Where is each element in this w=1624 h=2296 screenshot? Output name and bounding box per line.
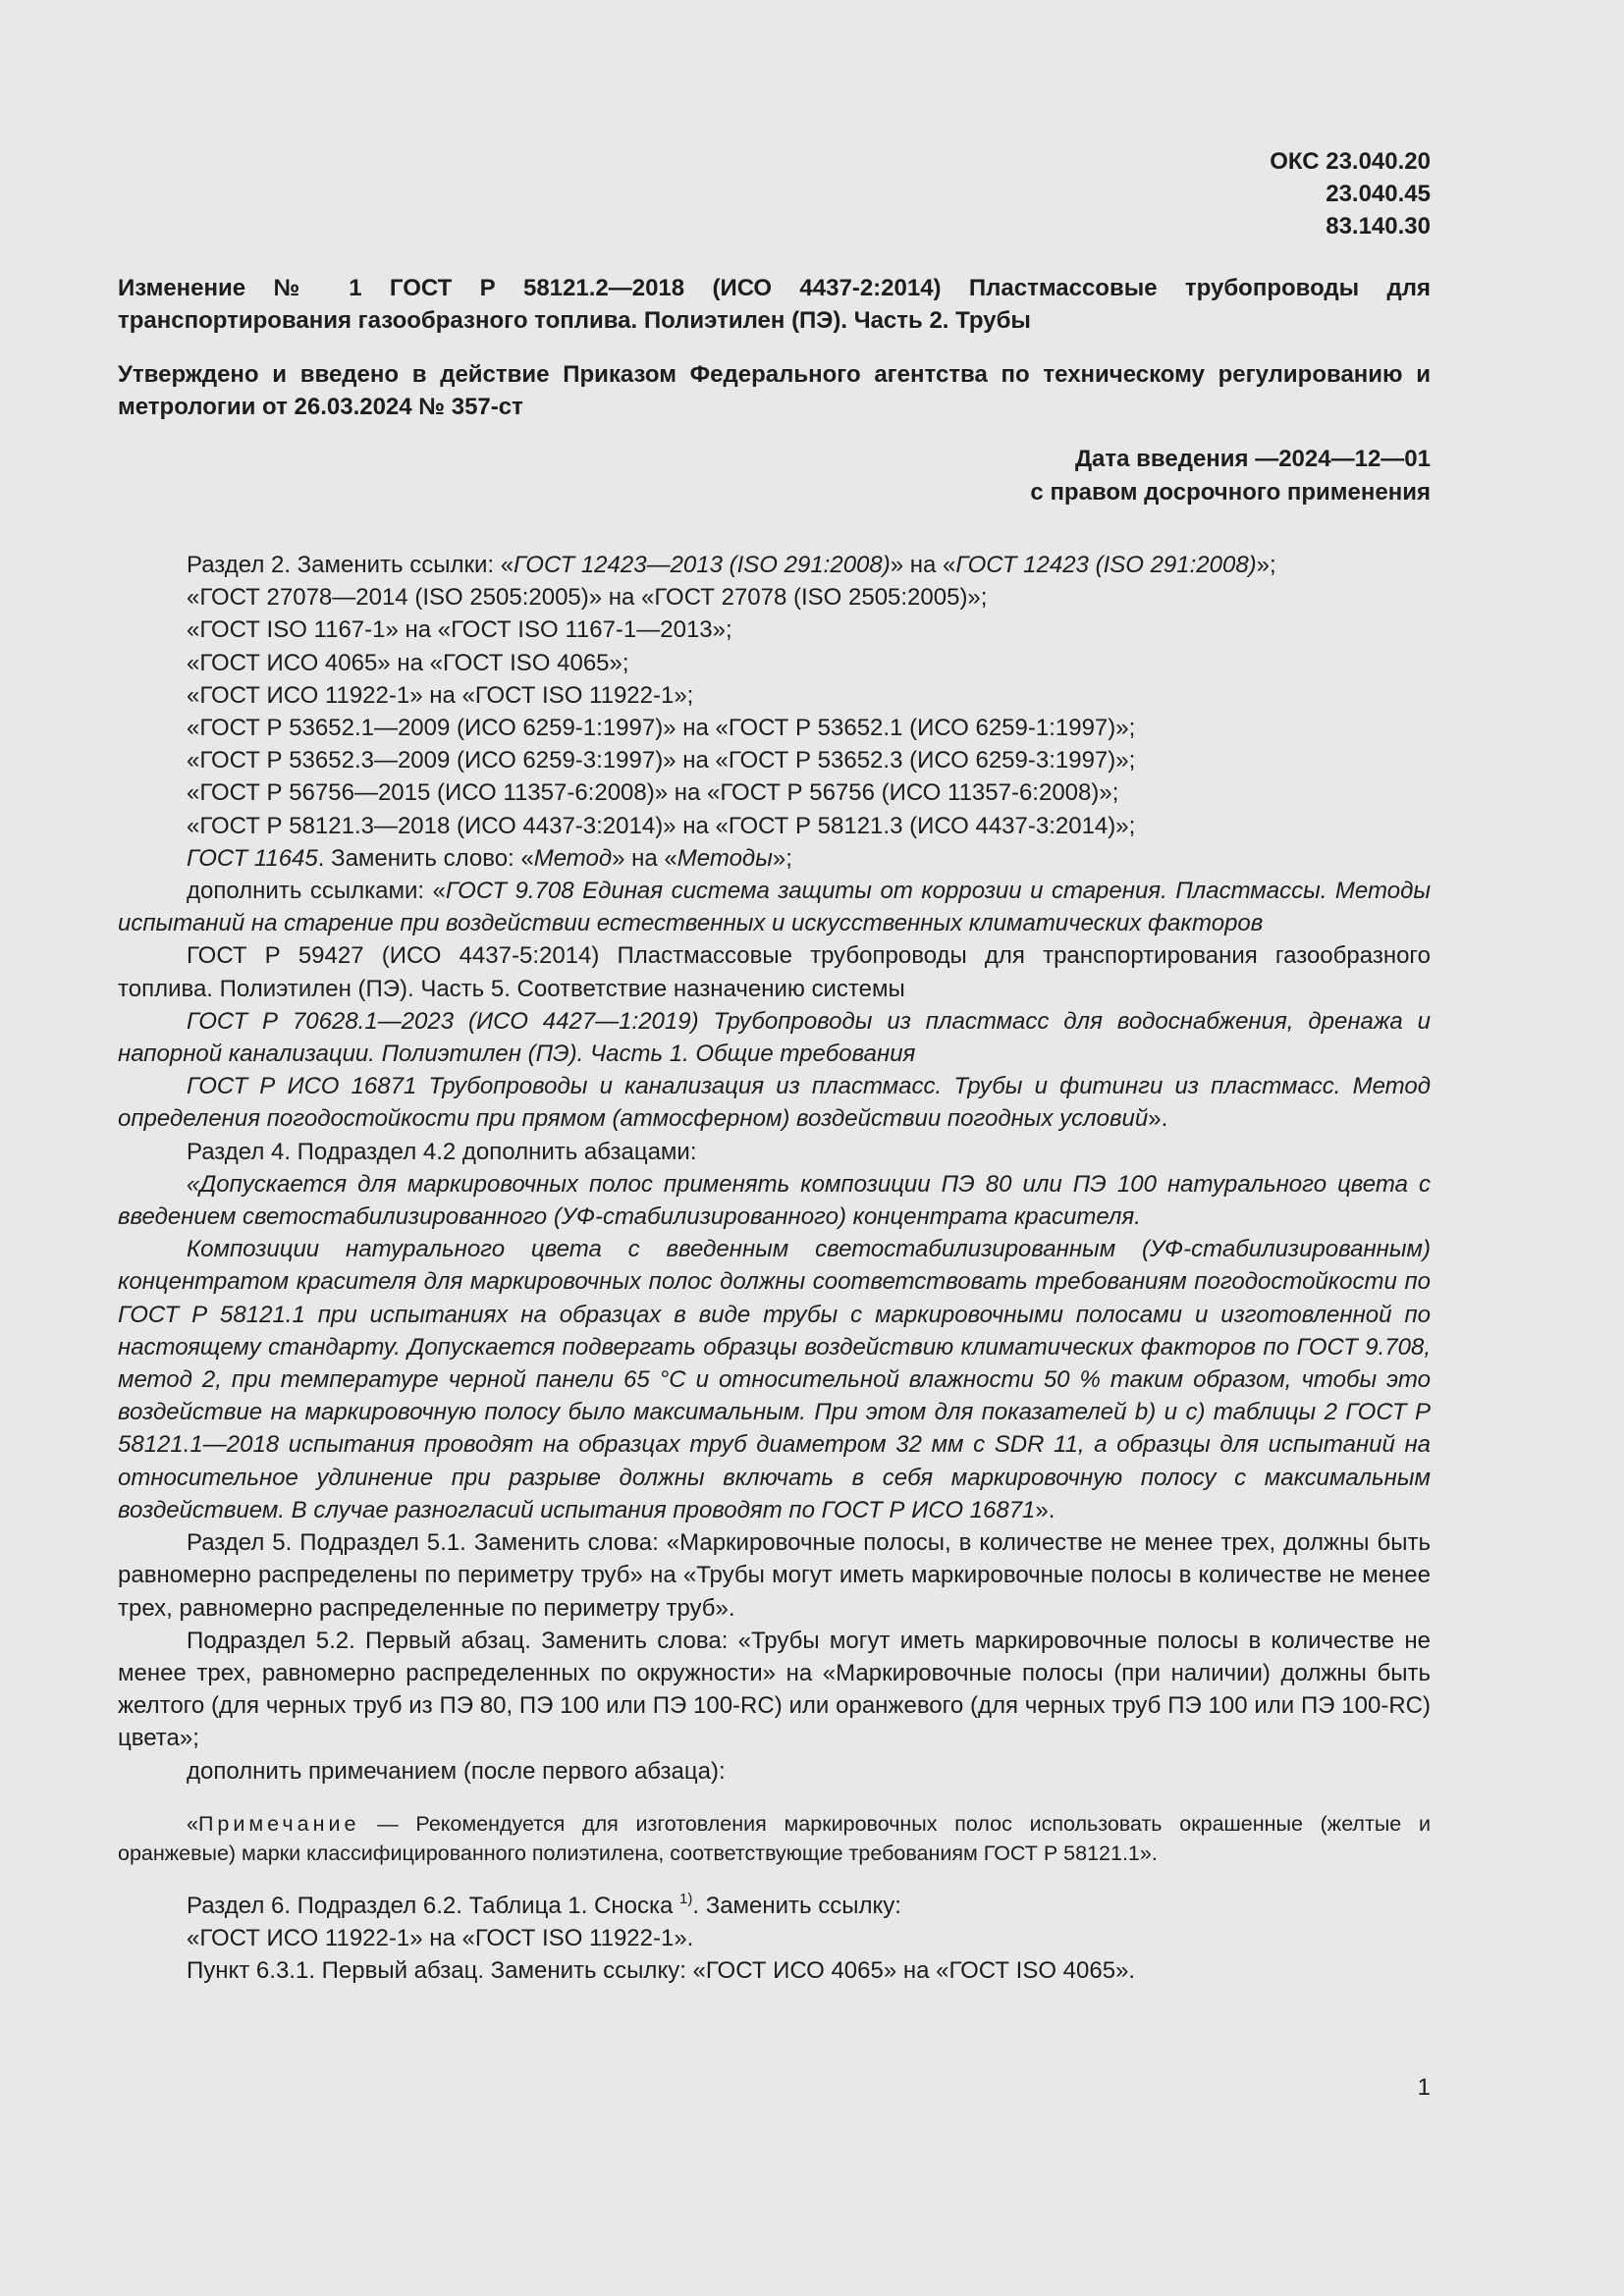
italic-reference: ГОСТ Р ИСО 16871 Трубопроводы и канализация из пластмасс. Трубы и фитинги из пластмасс. Метод определения погодостойкости при прямом (атмосферном) воздействии погодных условий [118, 1073, 1431, 1133]
oks-code-2: 23.040.45 [1326, 181, 1431, 207]
reference-replacement-line: «ГОСТ Р 53652.1—2009 (ИСО 6259-1:1997)» на «ГОСТ Р 53652.1 (ИСО 6259-1:1997)»; [187, 715, 1136, 742]
reference-replacement-line: «ГОСТ Р 58121.3—2018 (ИСО 4437-3:2014)» на «ГОСТ Р 58121.3 (ИСО 4437-3:2014)»; [187, 812, 1136, 839]
reference-replacement-line: «ГОСТ ИСО 11922-1» на «ГОСТ ISO 11922-1»; [187, 681, 694, 709]
note-paragraph [118, 1809, 1431, 1868]
add-note-paragraph: дополнить примечанием (после первого абзаца): [187, 1757, 726, 1785]
oks-codes [118, 145, 1431, 242]
section-6-paragraph [118, 1890, 1431, 1922]
subsection-5-2-paragraph: Подраздел 5.2. Первый абзац. Заменить слова: «Трубы могут иметь маркировочные полосы в количестве не менее трех, равномерно распределенных по окружности» на «Маркировочные полосы (при наличии) должны быть желтого (для черных труб из ПЭ 80, ПЭ 100 или ПЭ 100-RC) или оранжевого (для черных труб ПЭ 100 или ПЭ 100-RC) цвета»; [118, 1627, 1431, 1752]
introduction-date: Дата введения —2024—12—01 [1074, 446, 1431, 472]
clause-6-3-1-paragraph: Пункт 6.3.1. Первый абзац. Заменить ссылку: «ГОСТ ИСО 4065» на «ГОСТ ISO 4065». [187, 1957, 1136, 1985]
gost-11645-paragraph [118, 842, 1431, 875]
text-span: » на « [890, 552, 956, 578]
reference-replacement-line: «ГОСТ 27078—2014 (ISO 2505:2005)» на «ГОСТ 27078 (ISO 2505:2005)»; [187, 584, 988, 612]
section-4-added-paragraph-2 [118, 1233, 1431, 1526]
text-span: » на « [612, 844, 677, 872]
text-span: »; [1256, 552, 1276, 578]
note-text: — Рекомендуется для изготовления маркировочных полос использовать окрашенные (желтые и оранжевые) марки классифицированного полиэтилена, соответствующие требованиям ГОСТ Р 58121.1». [118, 1811, 1431, 1865]
gost-59427-paragraph: ГОСТ Р 59427 (ИСО 4437-5:2014) Пластмассовые трубопроводы для транспортирования газообразного топлива. Полиэтилен (ПЭ). Часть 5. Соответствие назначению системы [118, 942, 1431, 1002]
text-span: дополнить ссылками: « [187, 878, 446, 905]
reference-replacement-line: «ГОСТ Р 53652.3—2009 (ИСО 6259-3:1997)» на «ГОСТ Р 53652.3 (ИСО 6259-3:1997)»; [187, 747, 1136, 774]
section-2-paragraph [118, 549, 1431, 581]
gost-70628-paragraph: ГОСТ Р 70628.1—2023 (ИСО 4427—1:2019) Трубопроводы из пластмасс для водоснабжения, дренажа и напорной канализации. Полиэтилен (ПЭ). Часть 1. Общие требования [118, 1007, 1431, 1068]
amendment-body [118, 549, 1431, 1987]
text-span: Раздел 2. Заменить ссылки: « [187, 552, 514, 578]
text-span: « [187, 1811, 198, 1836]
reference-replacement-line: «ГОСТ ИСО 4065» на «ГОСТ ISO 4065»; [187, 649, 629, 676]
amendment-title: Изменение № 1 ГОСТ Р 58121.2—2018 (ИСО 4437-2:2014) Пластмассовые трубопроводы для транспортирования газообразного топлива. Полиэтилен (ПЭ). Часть 2. Трубы [118, 275, 1431, 334]
early-application-note: с правом досрочного применения [1030, 479, 1431, 506]
italic-reference: ГОСТ 9.708 Единая система защиты от коррозии и старения. Пластмассы. Методы испытаний на старение при воздействии естественных и искусственных климатических факторов [118, 878, 1431, 937]
italic-word: Метод [533, 844, 613, 872]
text-span: »; [772, 844, 792, 872]
text-span: . Заменить ссылку: [692, 1892, 901, 1919]
note-label: Примечание [197, 1811, 360, 1836]
gost-16871-paragraph [118, 1070, 1431, 1135]
italic-text: Композиции натурального цвета с введенным светостабилизированным (УФ-стабилизированным) концентратом красителя для маркировочных полос должны соответствовать требованиям погодостойкости по ГОСТ Р 58121.1 при испытаниях на образцах в виде трубы с маркировочными полосами и изготовленной по настоящему стандарту. Допускается подвергать образцы воздействию климатических факторов по ГОСТ 9.708, метод 2, при температуре черной панели 65 °С и относительной влажности 50 % таким образом, чтобы это воздействие на маркировочную полосу было максимальным. При этом для показателей b) и с) таблицы 2 ГОСТ Р 58121.1—2018 испытания проводят на образцах труб диаметром 32 мм с SDR 11, а образцы для испытаний на относительное удлинение при разрыве должны включать в себя маркировочную полосу с максимальным воздействием. В случае разногласий испытания проводят по ГОСТ Р ИСО 16871 [118, 1236, 1431, 1523]
italic-word: Методы [677, 844, 773, 872]
section-4-paragraph: Раздел 4. Подраздел 4.2 дополнить абзацами: [187, 1138, 697, 1165]
reference-replacement-line: «ГОСТ Р 56756—2015 (ИСО 11357-6:2008)» на «ГОСТ Р 56756 (ИСО 11357-6:2008)»; [187, 779, 1119, 807]
reference-replacement-line: «ГОСТ ISO 1167-1» на «ГОСТ ISO 1167-1—2013»; [187, 616, 732, 644]
italic-reference: ГОСТ 11645 [187, 844, 318, 872]
add-references-paragraph [118, 875, 1431, 939]
italic-reference: ГОСТ 12423—2013 (ISO 291:2008) [514, 552, 891, 578]
text-span: ». [1148, 1105, 1168, 1133]
page-number: 1 [1417, 2074, 1431, 2101]
page-content [118, 145, 1431, 1987]
text-span: Раздел 6. Подраздел 6.2. Таблица 1. Сноска [187, 1892, 680, 1919]
oks-code-1: ОКС 23.040.20 [1270, 148, 1431, 175]
section-6-reference-line: «ГОСТ ИСО 11922-1» на «ГОСТ ISO 11922-1». [187, 1924, 694, 1951]
italic-reference: ГОСТ 12423 (ISO 291:2008) [955, 552, 1257, 578]
footnote-marker: 1) [679, 1890, 693, 1907]
text-span: ». [1035, 1496, 1056, 1523]
section-4-added-paragraph-1: «Допускается для маркировочных полос применять композиции ПЭ 80 или ПЭ 100 натурального цвета с введением светостабилизированного (УФ-стабилизированного) концентрата красителя. [118, 1170, 1431, 1231]
section-5-paragraph: Раздел 5. Подраздел 5.1. Заменить слова: «Маркировочные полосы, в количестве не менее трех, должны быть равномерно распределены по периметру труб» на «Трубы могут иметь маркировочные полосы в количестве не менее трех, равномерно распределенные по периметру труб». [118, 1529, 1431, 1622]
introduction-date-block [118, 443, 1431, 509]
approval-statement: Утверждено и введено в действие Приказом Федерального агентства по техническому регулированию и метрологии от 26.03.2024 № 357-ст [118, 361, 1431, 420]
oks-code-3: 83.140.30 [1326, 213, 1431, 240]
text-span: . Заменить слово: « [317, 844, 534, 872]
